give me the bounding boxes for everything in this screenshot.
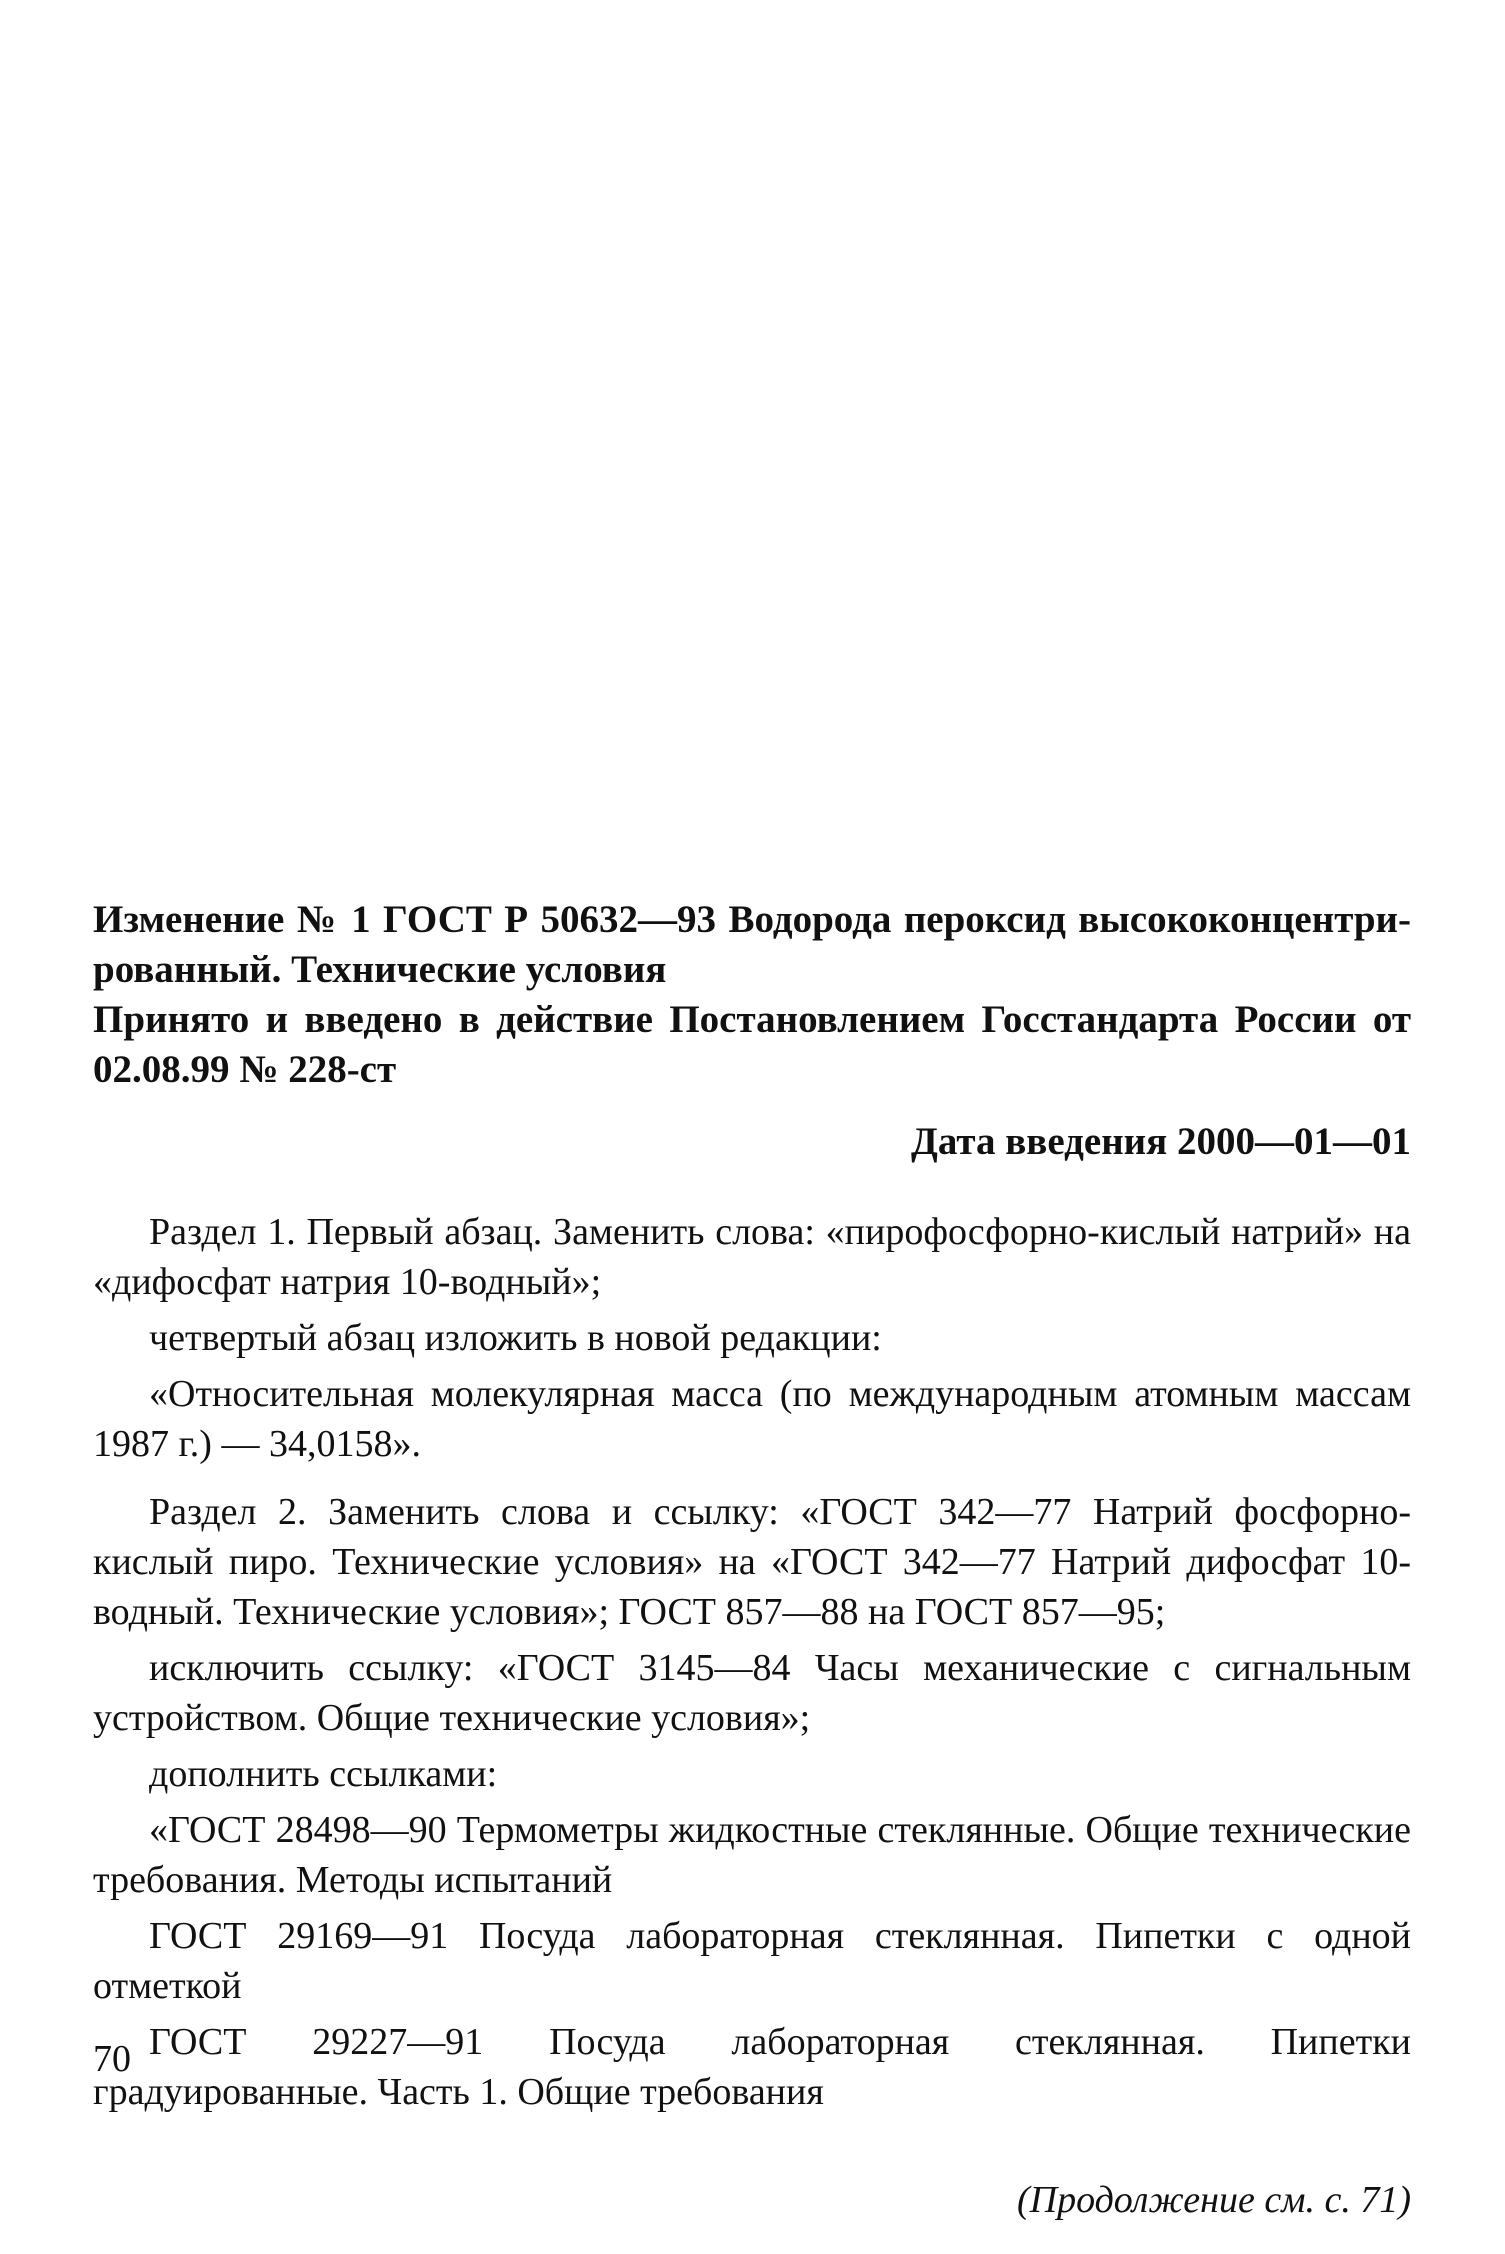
paragraph-section-2: Раздел 2. Заменить слова и ссылку: «ГОСТ 342—77 Натрий фосфорно-кислый пиро. Технические условия» на «ГОСТ 342—77 Натрий дифосфат 10-водный. Технические условия»; ГОСТ 857—88 на ГОСТ 857—95;	[93, 1491, 1411, 1633]
adoption-statement: Принято и введено в действие Постановлением Госстандарта России от 02.08.99 № 228-ст	[93, 998, 1411, 1091]
page-number: 70	[93, 2038, 131, 2080]
effective-date: Дата введения 2000—01—01	[911, 1120, 1411, 1163]
paragraph-reference-28498: «ГОСТ 28498—90 Термометры жидкостные стеклянные. Общие технические требования. Методы испытаний	[93, 1809, 1411, 1901]
paragraph-fourth-abstract: четвертый абзац изложить в новой редакции:	[149, 1317, 882, 1359]
paragraph-reference-29169: ГОСТ 29169—91 Посуда лабораторная стеклянная. Пипетки с одной отметкой	[93, 1915, 1411, 2007]
paragraph-molecular-mass: «Относительная молекулярная масса (по международным атомным массам 1987 г.) — 34,0158».	[93, 1373, 1411, 1465]
document-body	[93, 895, 1411, 2225]
document-title: Изменение № 1 ГОСТ Р 50632—93 Водорода пероксид высококонцентри-рованный. Технические условия	[93, 898, 1411, 991]
paragraph-section-1: Раздел 1. Первый абзац. Заменить слова: «пирофосфорно-кислый натрий» на «дифосфат натрия 10-водный»;	[93, 1211, 1411, 1303]
paragraph-exclude-reference: исключить ссылку: «ГОСТ 3145—84 Часы механические с сигнальным устройством. Общие технические условия»;	[93, 1647, 1411, 1739]
paragraph-reference-29227: ГОСТ 29227—91 Посуда лабораторная стеклянная. Пипетки градуированные. Часть 1. Общие требования	[93, 2021, 1411, 2113]
paragraph-add-references: дополнить ссылками:	[149, 1753, 498, 1795]
continuation-note: (Продолжение см. с. 71)	[1016, 2179, 1411, 2221]
